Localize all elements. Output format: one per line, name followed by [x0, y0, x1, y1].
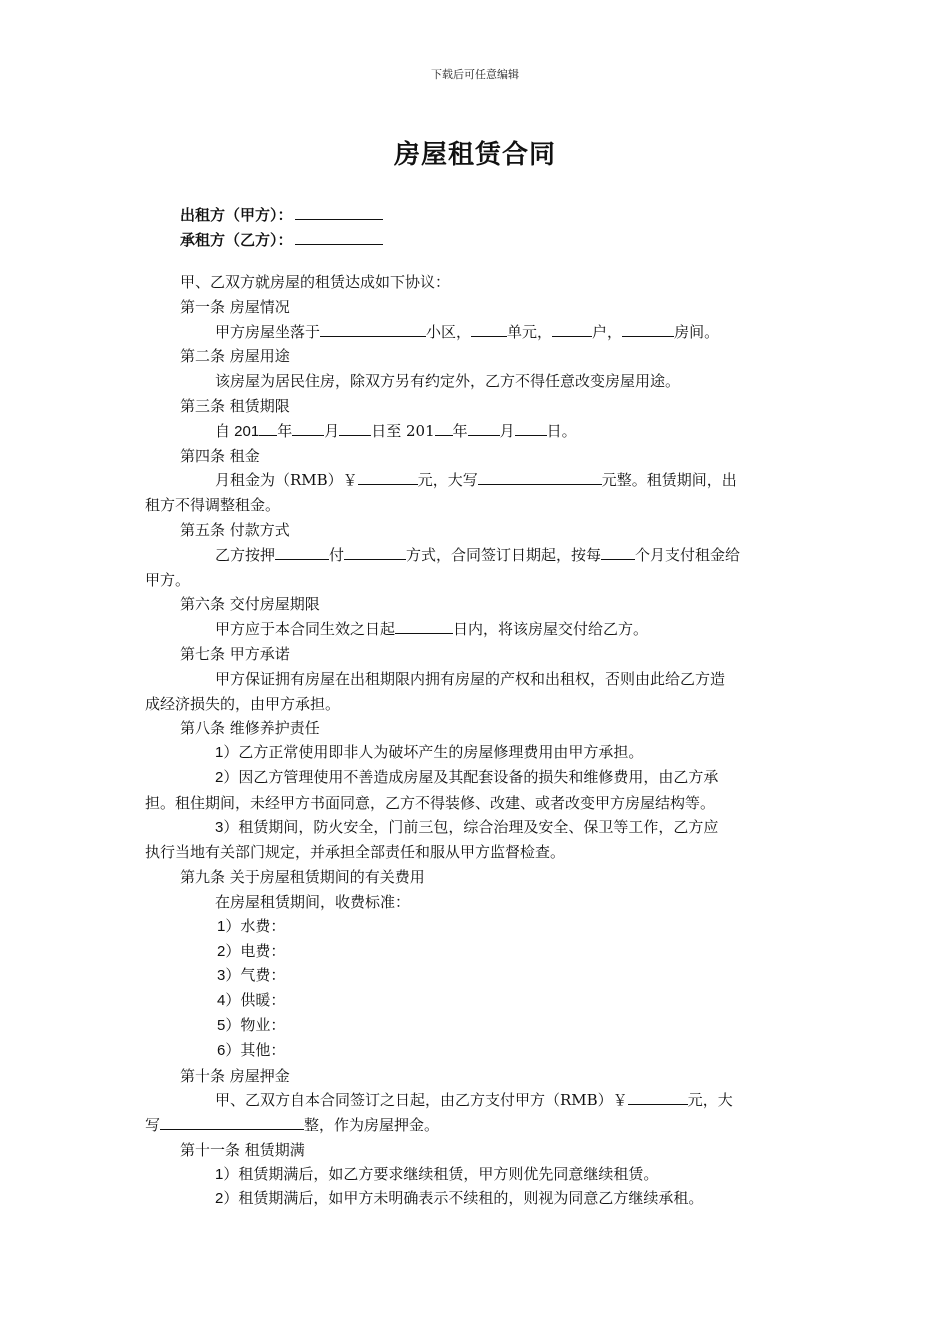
a1-part: 甲方房屋坐落于 — [215, 322, 321, 341]
article-8-item-2-line-1: 2）因乙方管理使用不善造成房屋及其配套设备的损失和维修费用，由乙方承 — [215, 768, 719, 786]
document-title: 房屋租赁合同 — [393, 140, 556, 170]
blank-end-day — [515, 420, 547, 436]
a3-part: 月 — [324, 421, 340, 440]
fee-item-heating: 4）供暖： — [217, 992, 286, 1010]
a3-part: 月 — [499, 421, 515, 440]
article-6-heading: 第六条 交付房屋期限 — [180, 595, 320, 614]
header-note: 下载后可任意编辑 — [431, 68, 519, 81]
a3-part: 日至 201 — [371, 421, 435, 440]
blank-household — [552, 321, 592, 337]
article-8-item-1: 1）乙方正常使用即非人为破坏产生的房屋修理费用由甲方承担。 — [215, 744, 644, 762]
lessee-label: 承租方（乙方）： — [180, 231, 293, 249]
a10-part: 元，大 — [687, 1091, 733, 1110]
a4-part: 月租金为（RMB）￥ — [215, 471, 358, 490]
a5-part: 付 — [329, 545, 345, 564]
article-9-intro: 在房屋租赁期间，收费标准： — [215, 892, 411, 911]
article-5-line-1 — [145, 543, 810, 568]
article-2-heading: 第二条 房屋用途 — [180, 347, 290, 366]
a5-part: 个月支付租金给 — [635, 545, 741, 564]
blank-pay-months — [344, 544, 406, 560]
lessor-blank — [295, 205, 383, 220]
a10-part: 写 — [145, 1116, 161, 1135]
a1-part: 单元， — [507, 322, 553, 341]
article-6-text — [145, 617, 810, 642]
intro-line: 甲、乙双方就房屋的租赁达成如下协议： — [180, 273, 451, 291]
a4-part: 元整。租赁期间，出 — [601, 471, 737, 490]
a3-part: 年 — [277, 421, 293, 440]
lessor-label: 出租方（甲方）： — [180, 206, 293, 224]
blank-start-year — [259, 420, 277, 436]
fee-item-water: 1）水费： — [217, 917, 286, 935]
a3-part: 自 201 — [215, 422, 260, 440]
article-5-line-2: 甲方。 — [145, 570, 191, 589]
article-8-item-2-line-2: 担。租住期间，未经甲方书面同意，乙方不得装修、改建、或者改变甲方房屋结构等。 — [145, 793, 716, 812]
fee-item-property: 5）物业： — [217, 1016, 286, 1034]
a4-part: 元，大写 — [417, 471, 478, 490]
a10-part: 整，作为房屋押金。 — [304, 1116, 440, 1135]
fee-item-electricity: 2）电费： — [217, 942, 286, 960]
article-5-heading: 第五条 付款方式 — [180, 520, 290, 539]
blank-unit — [471, 321, 507, 337]
article-10-line-2 — [145, 1113, 810, 1138]
article-4-heading: 第四条 租金 — [180, 446, 260, 465]
blank-monthly-rent — [358, 469, 418, 485]
article-4-line-2: 租方不得调整租金。 — [145, 496, 281, 515]
article-11-heading: 第十一条 租赁期满 — [180, 1140, 305, 1159]
blank-end-month — [468, 420, 500, 436]
article-1-text — [145, 320, 810, 345]
a3-part: 年 — [452, 421, 468, 440]
blank-end-year — [435, 420, 453, 436]
article-9-heading: 第九条 关于房屋租赁期间的有关费用 — [180, 868, 425, 887]
a3-part: 日。 — [546, 421, 577, 440]
article-2-text: 该房屋为居民住房，除双方另有约定外，乙方不得任意改变房屋用途。 — [215, 372, 681, 391]
a6-part: 日内，将该房屋交付给乙方。 — [453, 620, 649, 639]
article-4-line-1 — [145, 468, 810, 493]
a1-part: 户， — [592, 322, 623, 341]
a10-part: 甲、乙双方自本合同签订之日起，由乙方支付甲方（RMB）￥ — [215, 1091, 628, 1110]
lessee-line — [180, 229, 383, 250]
lessee-blank — [295, 230, 383, 245]
article-7-line-2: 成经济损失的，由甲方承担。 — [145, 694, 341, 713]
article-8-heading: 第八条 维修养护责任 — [180, 719, 320, 738]
article-3-text — [145, 419, 810, 444]
a6-part: 甲方应于本合同生效之日起 — [215, 620, 396, 639]
contract-body — [145, 270, 810, 1212]
blank-start-month — [292, 420, 324, 436]
a1-part: 房间。 — [674, 322, 720, 341]
blank-delivery-days — [395, 618, 453, 634]
a5-part: 乙方按押 — [215, 545, 276, 564]
blank-community — [320, 321, 426, 337]
article-11-item-1: 1）租赁期满后，如乙方要求继续租赁，甲方则优先同意继续租赁。 — [215, 1165, 659, 1183]
article-10-line-1 — [145, 1088, 810, 1113]
article-8-item-3-line-2: 执行当地有关部门规定，并承担全部责任和服从甲方监督检查。 — [145, 843, 566, 862]
blank-start-day — [339, 420, 371, 436]
blank-deposit-months — [275, 544, 329, 560]
blank-room — [622, 321, 674, 337]
lessor-line — [180, 204, 383, 225]
fee-item-other: 6）其他： — [217, 1041, 286, 1059]
a5-part: 方式，合同签订日期起，按每 — [406, 545, 602, 564]
blank-cycle-months — [601, 544, 635, 560]
blank-deposit-words — [160, 1114, 304, 1130]
article-7-line-1: 甲方保证拥有房屋在出租期限内拥有房屋的产权和出租权，否则由此给乙方造 — [215, 669, 726, 688]
fee-item-gas: 3）气费： — [217, 967, 286, 985]
article-10-heading: 第十条 房屋押金 — [180, 1066, 290, 1085]
article-7-heading: 第七条 甲方承诺 — [180, 644, 290, 663]
article-3-heading: 第三条 租赁期限 — [180, 396, 290, 415]
article-8-item-3-line-1: 3）租赁期间，防火安全，门前三包，综合治理及安全、保卫等工作，乙方应 — [215, 818, 719, 836]
article-11-item-2: 2）租赁期满后，如甲方未明确表示不续租的，则视为同意乙方继续承租。 — [215, 1190, 704, 1208]
blank-rent-words — [478, 469, 602, 485]
blank-deposit-amount — [628, 1089, 688, 1105]
a1-part: 小区， — [426, 322, 472, 341]
article-1-heading: 第一条 房屋情况 — [180, 297, 290, 316]
